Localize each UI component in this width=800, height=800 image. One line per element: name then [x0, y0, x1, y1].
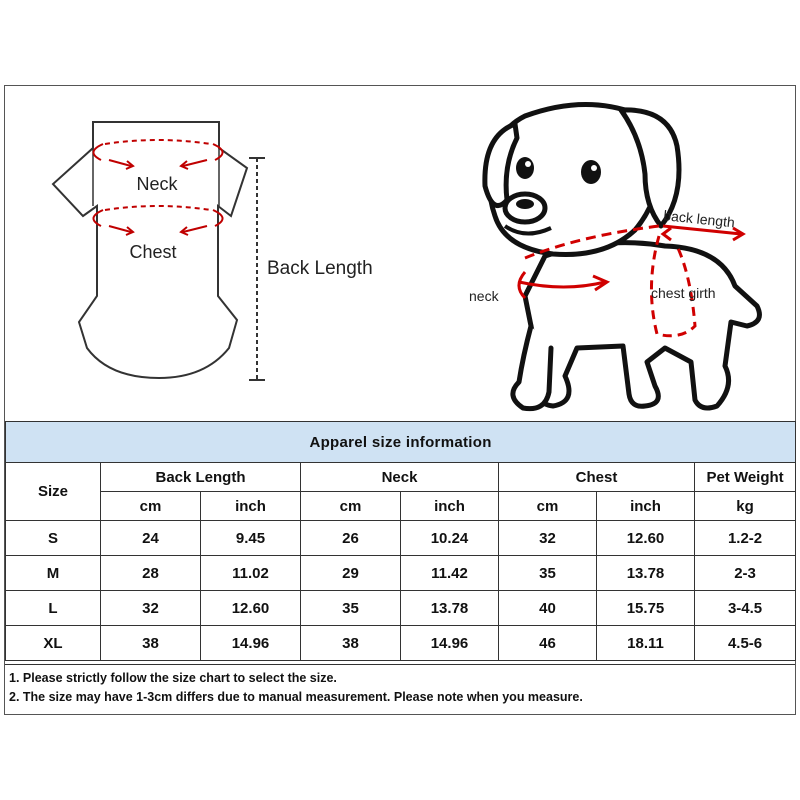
table-title: Apparel size information [6, 422, 796, 463]
table-unit-header-row [6, 492, 796, 521]
chest-cm-cell: 32 [499, 521, 597, 556]
table-group-header-row [6, 463, 796, 492]
back-inch-cell: 9.45 [201, 521, 301, 556]
back-length-header: Back Length [101, 463, 301, 492]
neck-inch-cell: 11.42 [401, 556, 499, 591]
dog-body-icon [525, 243, 759, 408]
neck-cm-cell: 29 [301, 556, 401, 591]
unit-header: cm [499, 492, 597, 521]
dog-chest-girth-label: chest girth [651, 285, 716, 301]
note-line: 2. The size may have 1-3cm differs due to manual measurement. Please note when you measure. [9, 690, 583, 704]
back-cm-cell: 28 [101, 556, 201, 591]
back-cm-cell: 38 [101, 626, 201, 661]
chest-cm-cell: 35 [499, 556, 597, 591]
neck-inch-cell: 14.96 [401, 626, 499, 661]
chest-cm-cell: 46 [499, 626, 597, 661]
garment-neck-arrow-icon [93, 140, 222, 169]
weight-cell: 3-4.5 [695, 591, 796, 626]
back-inch-cell: 12.60 [201, 591, 301, 626]
garment-back-length-label: Back Length [267, 258, 373, 279]
size-notes [5, 664, 795, 714]
size-cell: S [6, 521, 101, 556]
back-cm-cell: 32 [101, 591, 201, 626]
neck-inch-cell: 10.24 [401, 521, 499, 556]
unit-header: kg [695, 492, 796, 521]
weight-cell: 2-3 [695, 556, 796, 591]
size-column-header: Size [6, 463, 101, 521]
size-cell: XL [6, 626, 101, 661]
back-inch-cell: 14.96 [201, 626, 301, 661]
unit-header: cm [101, 492, 201, 521]
pet-weight-header: Pet Weight [695, 463, 796, 492]
neck-cm-cell: 38 [301, 626, 401, 661]
unit-header: inch [201, 492, 301, 521]
dog-neck-label: neck [469, 288, 499, 304]
chest-inch-cell: 18.11 [597, 626, 695, 661]
garment-neck-label: Neck [136, 174, 178, 194]
size-cell: L [6, 591, 101, 626]
table-row [6, 591, 796, 626]
neck-cm-cell: 26 [301, 521, 401, 556]
garment-chest-label: Chest [129, 242, 177, 262]
measurement-illustrations [5, 86, 795, 421]
table-title-row [6, 422, 796, 463]
chest-inch-cell: 12.60 [597, 521, 695, 556]
size-cell: M [6, 556, 101, 591]
note-line: 1. Please strictly follow the size chart to select the size. [9, 671, 337, 685]
unit-header: cm [301, 492, 401, 521]
neck-cm-cell: 35 [301, 591, 401, 626]
weight-cell: 4.5-6 [695, 626, 796, 661]
chest-header: Chest [499, 463, 695, 492]
garment-chest-arrow-icon [93, 206, 222, 235]
back-length-measure-icon [249, 158, 265, 380]
table-row [6, 521, 796, 556]
neck-header: Neck [301, 463, 499, 492]
chest-cm-cell: 40 [499, 591, 597, 626]
unit-header: inch [401, 492, 499, 521]
back-inch-cell: 11.02 [201, 556, 301, 591]
neck-inch-cell: 13.78 [401, 591, 499, 626]
size-table [5, 421, 796, 661]
back-cm-cell: 24 [101, 521, 201, 556]
dog-back-length-label: back length [662, 207, 736, 231]
chest-inch-cell: 13.78 [597, 556, 695, 591]
table-row [6, 556, 796, 591]
chest-inch-cell: 15.75 [597, 591, 695, 626]
unit-header: inch [597, 492, 695, 521]
size-chart-frame [4, 85, 796, 715]
weight-cell: 1.2-2 [695, 521, 796, 556]
table-row [6, 626, 796, 661]
illustration-canvas [5, 86, 795, 421]
